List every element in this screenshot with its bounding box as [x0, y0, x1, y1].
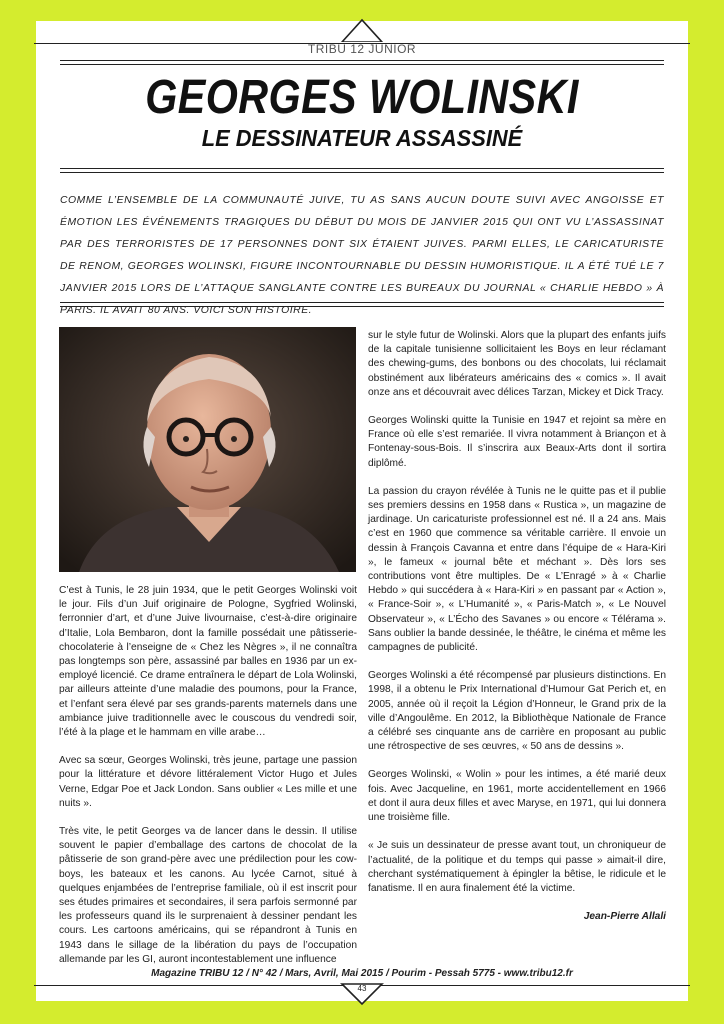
right-column — [368, 329, 666, 924]
right-paragraph-1: sur le style futur de Wolinski. Alors que la plupart des enfants juifs de la capitale tunisienne sollicitaient les Boys en leur réclamant des chewing-gums, des bonbons ou des chocolats, lui réclamait obstinément aux libérateurs américains des « comics ». Il avait onze ans et découvrait avec délices Tarzan, Mickey et Dick Tracy. — [368, 330, 666, 398]
article-title: GEORGES WOLINSKI — [145, 71, 579, 124]
article-subtitle: LE DESSINATEUR ASSASSINÉ — [201, 125, 523, 151]
intro-rule-top-1 — [60, 168, 664, 169]
title-rule-top-1 — [60, 60, 664, 61]
portrait-illustration — [59, 327, 356, 572]
footer-text: Magazine TRIBU 12 / N° 42 / Mars, Avril, Mai 2015 / Pourim - Pessah 5775 - www.tribu12.fr — [151, 968, 573, 979]
right-paragraph-5: Georges Wolinski, « Wolin » pour les intimes, a été marié deux fois. Avec Jacqueline, en 1961, morte accidentellement en 1966 et dont il aura deux filles et avec Maryse, en 1971, qui lui donnera une troisième fille. — [368, 769, 666, 824]
intro-rule-top-2 — [60, 172, 664, 173]
left-column — [59, 584, 357, 981]
page-number: 43 — [357, 984, 367, 993]
top-triangle-ornament — [340, 18, 384, 42]
section-label: TRIBU 12 JUNIOR — [307, 42, 417, 56]
intro-paragraph: COMME L’ENSEMBLE DE LA COMMUNAUTÉ JUIVE, TU AS SANS AUCUN DOUTE SUIVI AVEC ANGOISSE ET ÉMOTION LES ÉVÉNEMENTS TRAGIQUES DU DÉBUT DU MOIS DE JANVIER 2015 QUI ONT VU L’ASSASSINAT PAR DES TERRORISTES DE 17 PERSONNES DONT SIX ÉTAIENT JUIVES. PARMI ELLES, LE CARICATURISTE DE RENOM, GEORGES WOLINSKI, FIGURE INCONTOURNABLE DU DESSIN HUMORISTIQUE. IL A ÉTÉ TUÉ LE 7 JANVIER 2015 LORS DE L’ATTAQUE SANGLANTE CONTRE LES BUREAUX DU JOURNAL « CHARLIE HEBDO » À PARIS. IL AVAIT 80 ANS. VOICI SON HISTOIRE. — [60, 195, 664, 316]
intro-rule-bottom-1 — [60, 302, 664, 303]
right-paragraph-2: Georges Wolinski quitte la Tunisie en 1947 et rejoint sa mère en France où elle s’est remariée. Il vivra notamment à Briançon et à Fontenay-sous-Bois. Il s’inscrira aux Beaux-Arts dont il sortira diplômé. — [368, 415, 666, 469]
right-paragraph-6: « Je suis un dessinateur de presse avant tout, un chroniqueur de l’actualité, de la politique et du temps qui passe » aimait-il dire, cherchant systématiquement à épingler la bêtise, le ridicule et le fanatisme. Il en aura finalement été la victime. — [368, 840, 666, 894]
right-paragraph-3: La passion du crayon révélée à Tunis ne le quitte pas et il publie ses premiers dessins en 1958 dans « Rustica », un magazine de jardinage. Un caricaturiste professionnel est né. Il a 24 ans. Mais c’est en 1960 que commence sa véritable carrière. Il envoie un dessin à François Cavanna et entre dans l’équipe de « Hara-Kiri », le fameux « journal bête et méchant ». Dès lors ses contributions vont être multiples. De « L’Enragé » à « Charlie Hebdo » qui succédera à « Hara-Kiri » en passant par « Action », « France-Soir », « L’Humanité », « Paris-Match », « Le Nouvel Observateur », « L’Écho des Savanes » ou encore « Télérama ». Sans oublier la bande dessinée, le théâtre, le cinéma et même les campagnes de publicité. — [368, 485, 666, 654]
author-signature: Jean-Pierre Allali — [583, 911, 666, 923]
left-paragraph-2: Avec sa sœur, Georges Wolinski, très jeune, partage une passion pour la littérature et dévore littéralement Victor Hugo et Jules Verne, Edgar Poe et Jack London. Sans oublier « Les mille et une nuits ». — [59, 755, 357, 809]
right-paragraph-4: Georges Wolinski a été récompensé par plusieurs distinctions. En 1998, il a obtenu le Prix International d’Humour Gat Perich et, en 2005, année où il reçoit la Légion d’Honneur, le Grand prix de la ville d’Angoulême. En 2012, la Bibliothèque Nationale de France a célébré ses cinquante ans de carrière en proposant au public une rétrospective de ses œuvres, « 50 ans de dessins ». — [368, 670, 666, 753]
left-paragraph-1: C’est à Tunis, le 28 juin 1934, que le petit Georges Wolinski voit le jour. Fils d’un Juif originaire de Pologne, Sygfried Wolinski, ferronnier d’art, et d’une Juive livournaise, c’est-à-dire originaire d’Italie, Lola Bembaron, dont la famille possédait une pâtisserie-chocolaterie à l’enseigne de « Chez les Nègres », il ne connaîtra pas longtemps son père, assassiné par balles en 1936 par un ex-employé licencié. Ce drame entraînera le départ de Lola Wolinski, par ailleurs atteinte d’une maladie des poumons, pour la France, et l’enfant sera élevé par ses grands-parents maternels dans une ambiance juive traditionnelle avec le couscous du vendredi soir, l’été à la plage et le hammam en ville arabe… — [59, 585, 357, 739]
intro-rule-bottom-2 — [60, 306, 664, 307]
title-rule-top-2 — [60, 64, 664, 65]
left-paragraph-3: Très vite, le petit Georges va de lancer dans le dessin. Il utilise souvent le papier d’emballage des cartons de chocolat de la pâtisserie de son grand-père avec une prédilection pour les cow-boys, les bateaux et les canons. Au lycée Carnot, situé à quelques enjambées de l’entreprise familiale, où il est inscrit pour ses études primaires et secondaires, il sera parfois sermonné par les professeurs quand ils le surprenaient à dessiner pendant les cours. Les cartoons américains, qui se répandront à Tunis en 1943 dans le sillage de la libération du pays de l’occupation allemande par les GI, auront incontestablement une influence — [59, 826, 357, 965]
portrait-photo — [59, 327, 356, 572]
